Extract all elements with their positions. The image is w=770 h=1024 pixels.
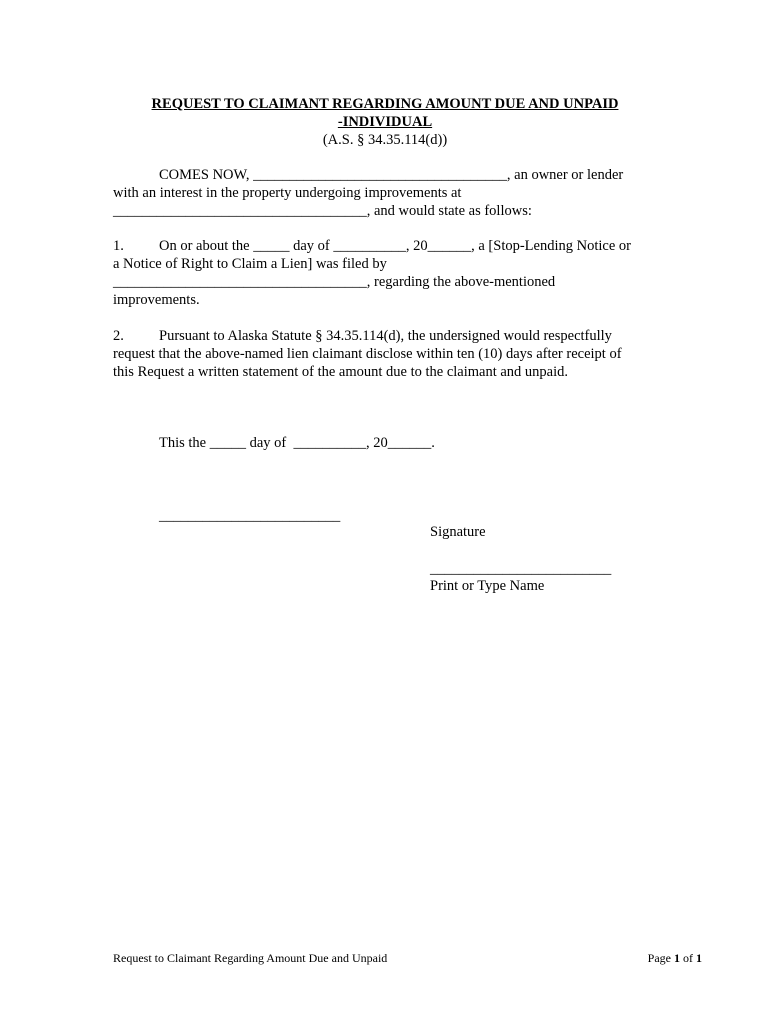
para2-line3: this Request a written statement of the amount due to the claimant and unpaid.: [113, 364, 569, 380]
page-prefix: Page: [647, 951, 674, 965]
intro-line3: ___________________________________, and would state as follows:: [113, 203, 532, 219]
para2-number: 2.: [113, 328, 124, 344]
para2-line2: request that the above-named lien claimant disclose within ten (10) days after receipt of: [113, 346, 622, 362]
document-title-line1: REQUEST TO CLAIMANT REGARDING AMOUNT DUE AND UNPAID: [151, 96, 619, 112]
date-line: This the _____ day of __________, 20______.: [159, 435, 435, 451]
page-of: of: [680, 951, 696, 965]
current-page: 1: [674, 951, 680, 965]
signature-label: Signature: [430, 524, 486, 540]
footer-document-title: Request to Claimant Regarding Amount Due and Unpaid: [113, 951, 388, 965]
intro-line1: COMES NOW, ___________________________________, an owner or lender: [159, 167, 624, 183]
para1-line1: On or about the _____ day of __________, 20______, a [Stop-Lending Notice or: [159, 238, 631, 254]
para2-line1: Pursuant to Alaska Statute § 34.35.114(d), the undersigned would respectfully: [159, 328, 612, 344]
para1-line3: ___________________________________, regarding the above-mentioned: [113, 274, 556, 290]
total-pages: 1: [696, 951, 702, 965]
para1-line2: a Notice of Right to Claim a Lien] was filed by: [113, 256, 387, 272]
para1-line4: improvements.: [113, 292, 200, 308]
print-name-label: Print or Type Name: [430, 578, 545, 594]
intro-line2: with an interest in the property undergoing improvements at: [113, 185, 462, 201]
footer-page-number: [500, 949, 702, 967]
statute-citation: (A.S. § 34.35.114(d)): [322, 132, 448, 148]
signature-line-left: _________________________: [159, 508, 341, 524]
print-name-line: _________________________: [430, 561, 612, 577]
document-title-line2: -INDIVIDUAL: [337, 114, 433, 130]
para1-number: 1.: [113, 238, 124, 254]
